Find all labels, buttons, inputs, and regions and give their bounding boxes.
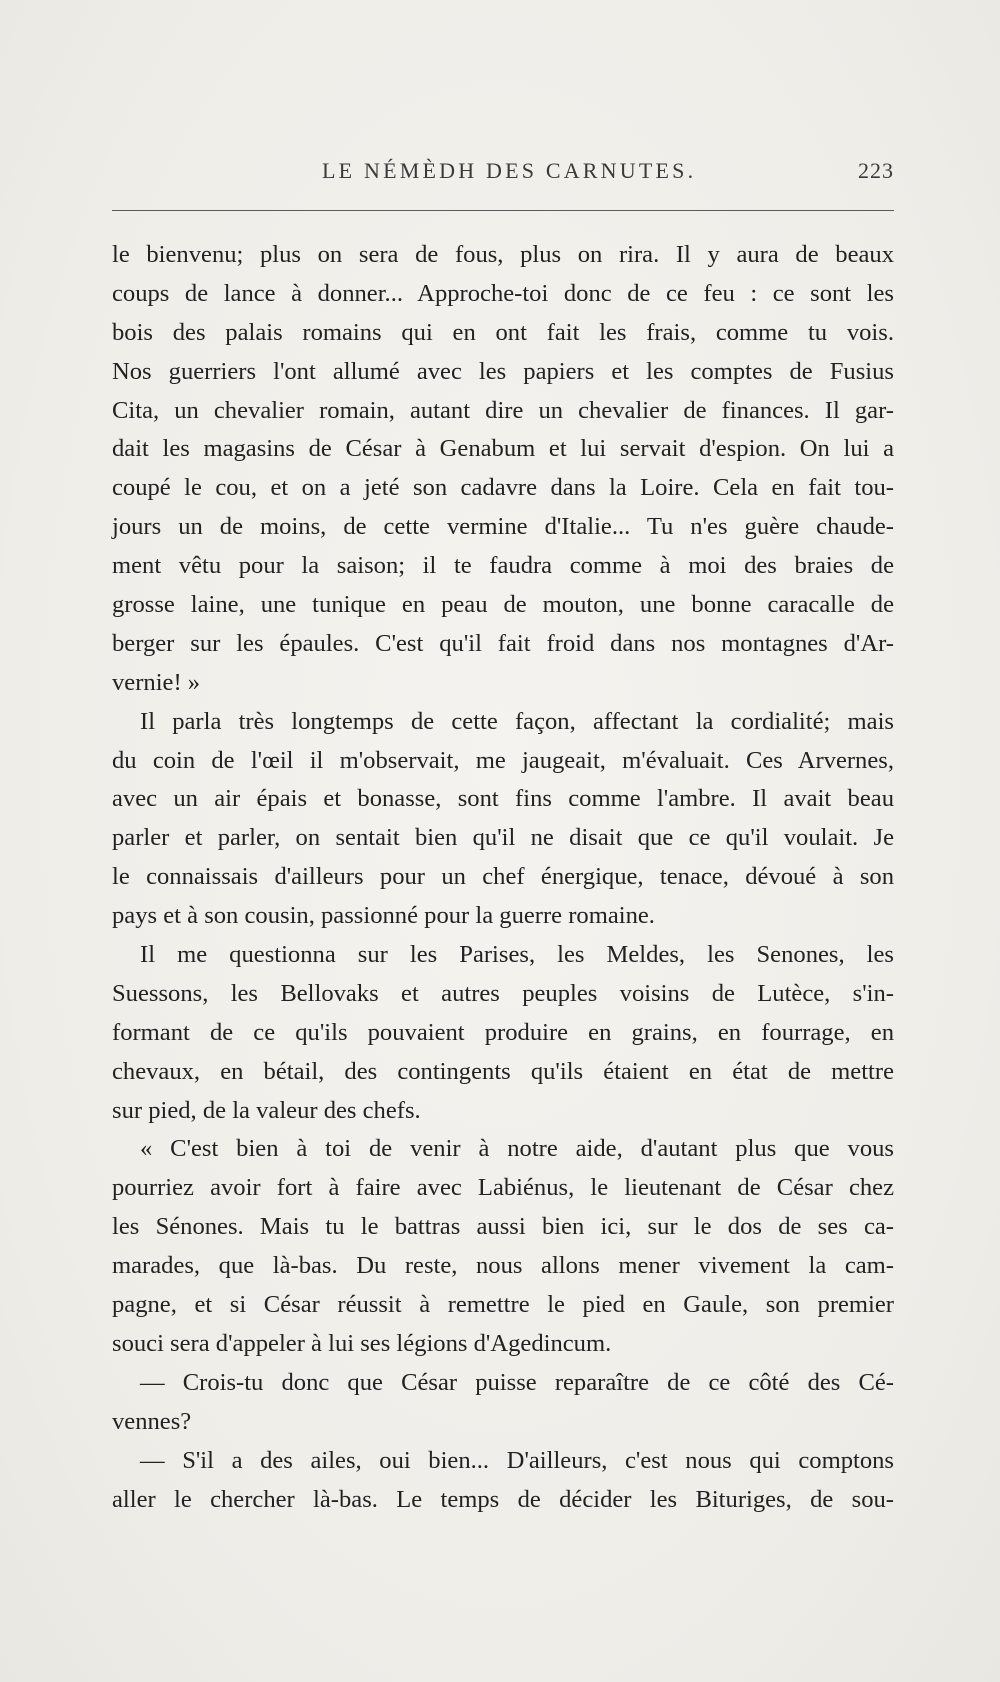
text-line: souci sera d'appeler à lui ses légions d'Agedincum. (112, 1329, 612, 1357)
text-line: Il me questionna sur les Parises, les Meldes, les Senones, les (140, 941, 894, 969)
text-line: coups de lance à donner... Approche-toi donc de ce feu : ce sont les (112, 279, 894, 307)
text-line: — S'il a des ailes, oui bien... D'ailleurs, c'est nous qui comptons (140, 1446, 894, 1474)
text-line: pagne, et si César réussit à remettre le pied en Gaule, son premier (112, 1291, 894, 1319)
text-line: le bienvenu; plus on sera de fous, plus on rira. Il y aura de beaux (112, 241, 894, 268)
header-rule (112, 210, 894, 211)
text-line: vennes? (112, 1407, 192, 1435)
text-line: marades, que là-bas. Du reste, nous allons mener vivement la cam- (112, 1252, 894, 1280)
text-line: aller le chercher là-bas. Le temps de décider les Bituriges, de sou- (112, 1485, 894, 1513)
body-text (112, 236, 894, 1519)
text-line: dait les magasins de César à Genabum et lui servait d'espion. On lui a (112, 435, 894, 463)
text-line: pourriez avoir fort à faire avec Labiénus, le lieutenant de César chez (112, 1174, 894, 1202)
text-line: pays et à son cousin, passionné pour la guerre romaine. (112, 902, 655, 930)
text-line: Il parla très longtemps de cette façon, affectant la cordialité; mais (140, 707, 894, 735)
text-line: bois des palais romains qui en ont fait les frais, comme tu vois. (112, 318, 894, 346)
text-line: ment vêtu pour la saison; il te faudra comme à moi des braies de (112, 552, 894, 580)
text-line: « C'est bien à toi de venir à notre aide, d'autant plus que vous (140, 1135, 894, 1163)
text-line: le connaissais d'ailleurs pour un chef énergique, tenace, dévoué à son (112, 863, 894, 891)
text-line: chevaux, en bétail, des contingents qu'ils étaient en état de mettre (112, 1057, 894, 1085)
text-line: Nos guerriers l'ont allumé avec les papiers et les comptes de Fusius (112, 357, 894, 385)
page-header (112, 158, 894, 192)
text-line: formant de ce qu'ils pouvaient produire en grains, en fourrage, en (112, 1018, 894, 1046)
text-line: vernie! » (112, 668, 201, 696)
text-line: Cita, un chevalier romain, autant dire un chevalier de finances. Il gar- (112, 396, 894, 424)
text-line: parler et parler, on sentait bien qu'il ne disait que ce qu'il voulait. Je (112, 824, 894, 852)
text-line: grosse laine, une tunique en peau de mouton, une bonne caracalle de (112, 591, 894, 619)
text-line: Suessons, les Bellovaks et autres peuples voisins de Lutèce, s'in- (112, 979, 894, 1007)
text-line: du coin de l'œil il m'observait, me jaugeait, m'évaluait. Ces Arvernes, (112, 746, 894, 774)
text-line: sur pied, de la valeur des chefs. (112, 1096, 421, 1124)
text-line: — Crois-tu donc que César puisse reparaître de ce côté des Cé- (140, 1368, 894, 1396)
text-line: coupé le cou, et on a jeté son cadavre dans la Loire. Cela en fait tou- (112, 474, 894, 502)
text-line: berger sur les épaules. C'est qu'il fait froid dans nos montagnes d'Ar- (112, 629, 894, 657)
text-line: jours un de moins, de cette vermine d'Italie... Tu n'es guère chaude- (112, 513, 894, 541)
text-line: avec un air épais et bonasse, sont fins comme l'ambre. Il avait beau (112, 785, 894, 813)
page-number: 223 (858, 158, 894, 183)
running-title: LE NÉMÈDH DES CARNUTES. (322, 158, 697, 183)
text-line: les Sénones. Mais tu le battras aussi bien ici, sur le dos de ses ca- (112, 1213, 894, 1241)
